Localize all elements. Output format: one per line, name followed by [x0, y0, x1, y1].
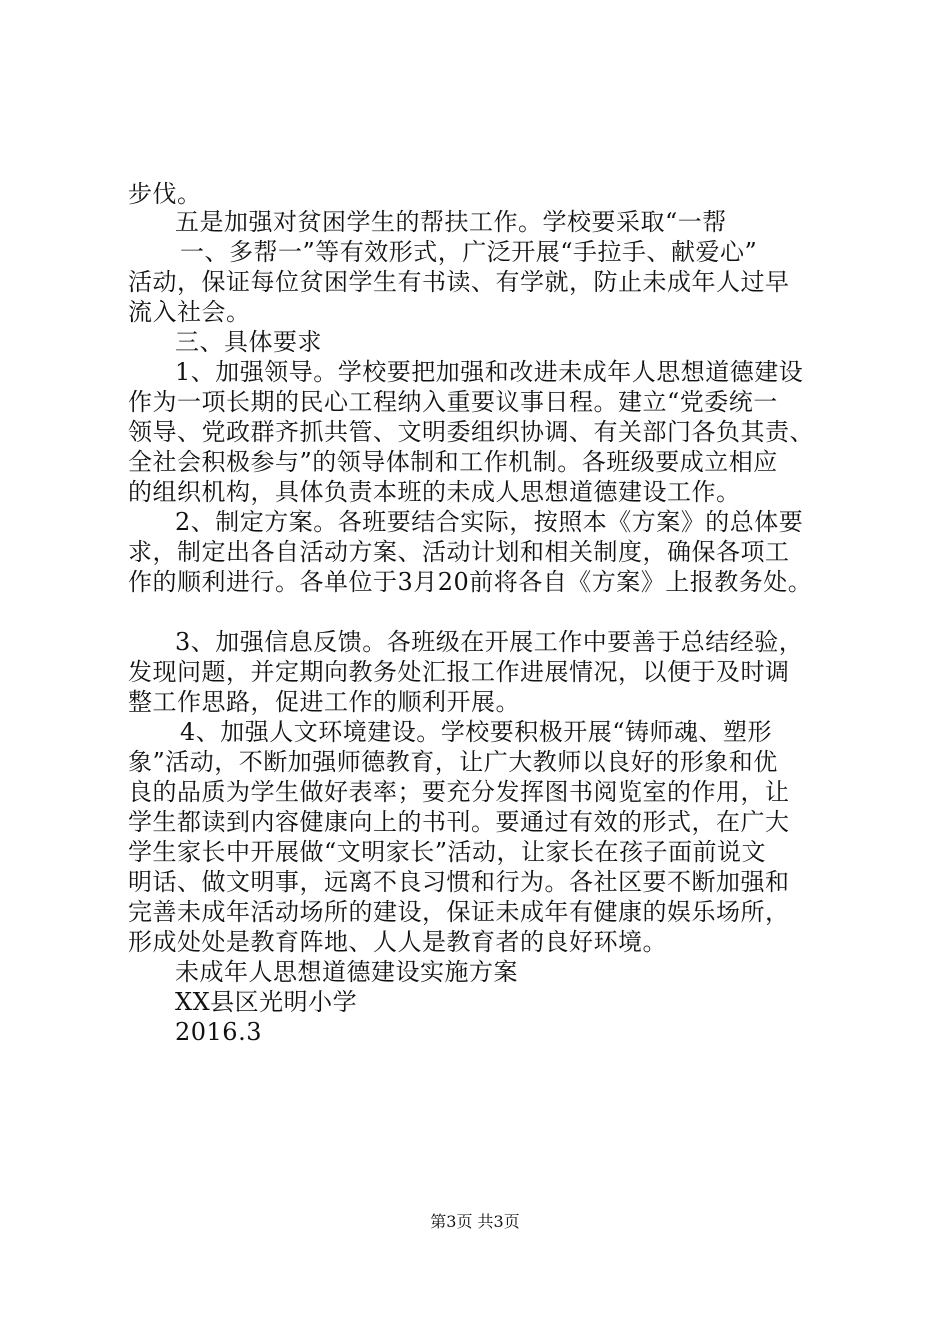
text-line-9: 领导、党政群齐抓共管、文明委组织协调、有关部门各负其责、: [128, 418, 814, 446]
text-line-21: 学生都读到内容健康向上的书刊。要通过有效的形式，在广大: [128, 808, 790, 836]
text-line-17: 整工作思路，促进工作的顺利开展。: [128, 688, 520, 716]
text-line-2: 五是加强对贫困学生的帮扶工作。学校要采取“一帮: [175, 208, 727, 236]
document-date: 2016.3: [175, 1018, 262, 1046]
text-line-24: 完善未成年活动场所的建设，保证未成年有健康的娱乐场所，: [128, 898, 790, 926]
page-footer: 第3页 共3页: [430, 1212, 520, 1231]
text-line-5: 流入社会。: [128, 298, 251, 326]
text-line-8: 作为一项长期的民心工程纳入重要议事日程。建立“党委统一: [128, 388, 778, 416]
text-line-14: 作的顺利进行。各单位于3月20前将各自《方案》上报教务处。: [128, 568, 813, 596]
text-line-10: 全社会积极参与”的领导体制和工作机制。各班级要成立相应: [128, 448, 778, 476]
text-line-11: 的组织机构，具体负责本班的未成人思想道德建设工作。: [128, 478, 741, 506]
text-line-13: 求，制定出各自活动方案、活动计划和相关制度，确保各项工: [128, 538, 790, 566]
text-line-22: 学生家长中开展做“文明家长”活动，让家长在孩子面前说文: [128, 838, 767, 866]
text-line-15: 3、加强信息反馈。各班级在开展工作中要善于总结经验，: [175, 628, 804, 656]
text-line-16: 发现问题，并定期向教务处汇报工作进展情况，以便于及时调: [128, 658, 790, 686]
text-line-3: 一、多帮一”等有效形式，广泛开展“手拉手、献爱心”: [180, 238, 758, 266]
section-heading: 三、具体要求: [175, 328, 322, 356]
text-line-12: 2、制定方案。各班要结合实际，按照本《方案》的总体要: [175, 508, 804, 536]
text-line-7: 1、加强领导。学校要把加强和改进未成年人思想道德建设: [175, 358, 804, 386]
text-line-23: 明话、做文明事，远离不良习惯和行为。各社区要不断加强和: [128, 868, 790, 896]
school-name: XX县区光明小学: [175, 988, 358, 1016]
text-line-18: 4、加强人文环境建设。学校要积极开展“铸师魂、塑形: [180, 718, 773, 746]
text-line-20: 良的品质为学生做好表率；要充分发挥图书阅览室的作用，让: [128, 778, 790, 806]
text-line-19: 象”活动，不断加强师德教育，让广大教师以良好的形象和优: [128, 748, 778, 776]
text-line-1: 步伐。: [128, 180, 202, 208]
text-line-25: 形成处处是教育阵地、人人是教育者的良好环境。: [128, 928, 667, 956]
text-line-4: 活动，保证每位贫困学生有书读、有学就，防止未成年人过早: [128, 268, 790, 296]
closing-title: 未成年人思想道德建设实施方案: [175, 958, 518, 986]
